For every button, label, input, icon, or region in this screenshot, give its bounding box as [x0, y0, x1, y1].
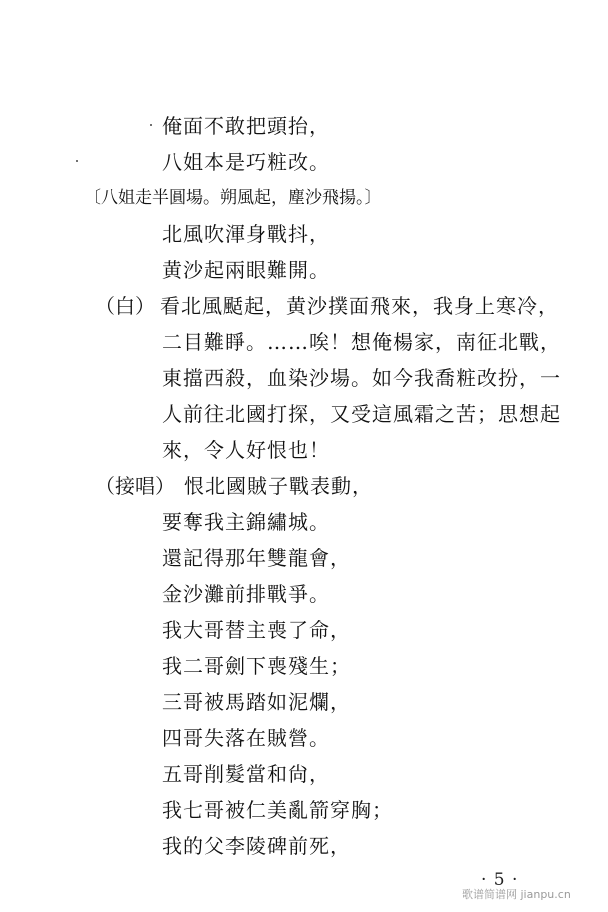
verse-line: 北風吹渾身戰抖， [162, 222, 330, 246]
verse-line: 我的父李陵碑前死， [162, 834, 351, 858]
verse-line: 俺面不敢把頭抬， [162, 114, 330, 138]
spoken-line: 二目難睜。……唉！想俺楊家，南征北戰， [162, 330, 561, 354]
speaker-tag-spoken: （白） [95, 294, 155, 318]
verse-line: 恨北國賊子戰表動， [184, 474, 373, 498]
verse-line: 我大哥替主喪了命， [162, 618, 351, 642]
speaker-tag-sung: （接唱） [95, 474, 175, 498]
verse-line: 還記得那年雙龍會， [162, 546, 351, 570]
page-mark [76, 160, 78, 162]
spoken-line: 東擋西殺，血染沙場。如今我喬粧改扮，一 [162, 366, 561, 390]
verse-line: 金沙灘前排戰爭。 [162, 582, 330, 606]
verse-line: 要奪我主錦繡城。 [162, 510, 330, 534]
page-number: · 5 · [481, 870, 519, 890]
spoken-line: 看北風颳起，黄沙撲面飛來，我身上寒冷， [160, 294, 559, 318]
verse-line: 四哥失落在賊營。 [162, 726, 330, 750]
verse-line: 我二哥劍下喪殘生； [162, 654, 351, 678]
page-mark [150, 124, 152, 126]
verse-line: 五哥削髮當和尙， [162, 762, 330, 786]
verse-line: 三哥被馬踏如泥爛， [162, 690, 351, 714]
verse-line: 黄沙起兩眼難開。 [162, 258, 330, 282]
stage-direction: 〔八姐走半圓場。朔風起，塵沙飛揚。〕 [84, 188, 382, 208]
spoken-line: 人前往北國打探，又受這風霜之苦；思想起 [162, 402, 561, 426]
spoken-line: 來，令人好恨也！ [162, 438, 330, 462]
watermark: 歌谱简谱网 jianpu.cn [462, 888, 571, 901]
verse-line: 我七哥被仁美亂箭穿胸； [162, 798, 393, 822]
verse-line: 八姐本是巧粧改。 [162, 150, 330, 174]
